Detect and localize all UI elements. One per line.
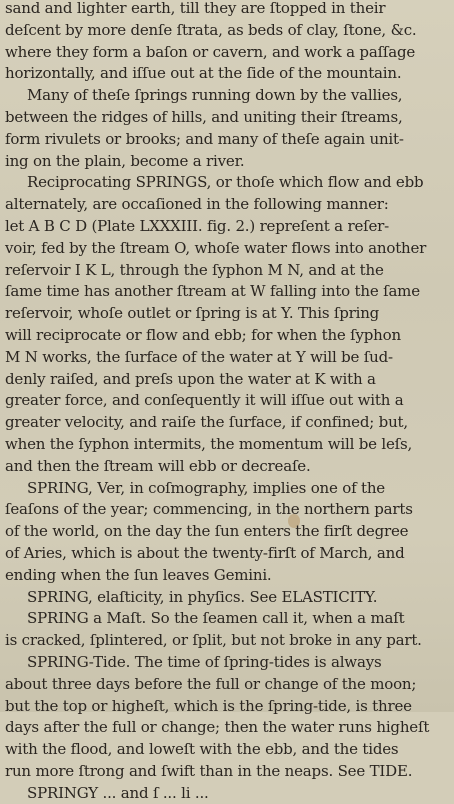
page-text (5, 0, 451, 804)
text-line: of Aries, which is about the twenty-firſt of March, and (5, 543, 405, 562)
text-line: voir, fed by the ſtream O, whoſe water flows into another (5, 238, 427, 257)
text-line: sand and lighter earth, till they are ſtopped in their (5, 0, 386, 17)
text-line: alternately, are occaſioned in the following manner: (5, 195, 389, 214)
text-line: between the ridges of hills, and uniting their ſtreams, (5, 107, 403, 126)
text-line: reſervoir, whoſe outlet or ſpring is at Y. This ſpring (5, 304, 380, 323)
text-line: denly raiſed, and preſs upon the water at K with a (5, 369, 376, 388)
text-line: will reciprocate or flow and ebb; for when the ſyphon (5, 325, 401, 344)
text-line: days after the full or change; then the water runs higheſt (5, 718, 430, 737)
text-line: SPRING a Maſt. So the ſeamen call it, when a maſt (27, 609, 405, 628)
text-line: Reciprocating SPRINGS, or thoſe which flow and ebb (27, 173, 424, 192)
text-line: and then the ſtream will ebb or decreaſe. (5, 456, 311, 475)
text-line: where they form a baſon or cavern, and work a paſſage (5, 42, 416, 61)
text-line: run more ſtrong and ſwift than in the neaps. See TIDE. (5, 761, 413, 780)
text-line: ſeaſons of the year; commencing, in the northern parts (5, 500, 413, 519)
text-line: Many of theſe ſprings running down by the vallies, (27, 86, 403, 105)
text-line: SPRING, Ver, in coſmography, implies one of the (27, 478, 385, 497)
text-line: with the flood, and loweſt with the ebb, and the tides (5, 740, 399, 759)
text-line: let A B C D (Plate LXXXIII. fig. 2.) repreſent a reſer- (5, 216, 389, 235)
text-line: M N works, the ſurface of the water at Y will be ſud- (5, 347, 393, 366)
text-line: ſame time has another ſtream at W falling into the ſame (5, 282, 420, 301)
text-line: deſcent by more denſe ſtrata, as beds of clay, ſtone, &c. (5, 20, 417, 39)
text-line: but the top or higheſt, which is the ſpring-tide, is three (5, 696, 412, 715)
text-line: greater velocity, and raiſe the ſurface, if confined; but, (5, 413, 408, 432)
text-line: horizontally, and iſſue out at the ſide of the mountain. (5, 64, 402, 83)
text-line: reſervoir I K L, through the ſyphon M N, and at the (5, 260, 384, 279)
text-line: form rivulets or brooks; and many of theſe again unit- (5, 129, 404, 148)
text-line: is cracked, ſplintered, or ſplit, but not broke in any part. (5, 631, 422, 650)
text-line: about three days before the full or change of the moon; (5, 674, 417, 693)
text-line: ending when the ſun leaves Gemini. (5, 565, 272, 584)
text-line: when the ſyphon intermits, the momentum will be leſs, (5, 434, 413, 453)
text-line: of the world, on the day the ſun enters the firſt degree (5, 522, 409, 541)
text-line: SPRINGY ... and ſ ... li ... (27, 783, 209, 802)
text-line: ing on the plain, become a river. (5, 151, 245, 170)
text-line: SPRING-Tide. The time of ſpring-tides is always (27, 652, 382, 671)
text-line: SPRING, elaſticity, in phyſics. See ELASTICITY. (27, 587, 378, 606)
text-line: greater force, and conſequently it will iſſue out with a (5, 391, 404, 410)
